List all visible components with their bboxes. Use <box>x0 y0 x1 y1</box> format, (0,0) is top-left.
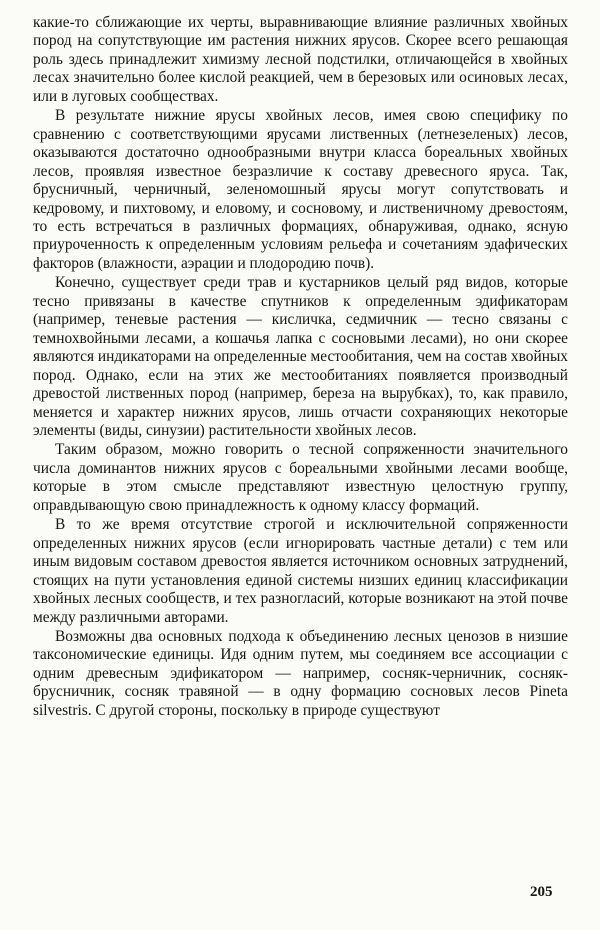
paragraph-4: Таким образом, можно говорить о тесной сопряженности значительного числа доминантов нижних ярусов с бореальными хвойными лесами вообще, которые в этом смысле представляют известную целостную группу, оправдывающую свою принадлежность к одному классу формаций. <box>33 441 568 514</box>
paragraph-1: какие-то сближающие их черты, выравнивающие влияние различных хвойных пород на сопутствующие им растения нижних ярусов. Скорее всего решающая роль здесь принадлежит химизму лесной подстилки, отличающейся в хвойных лесах значительно более кислой реакцией, чем в березовых или осиновых лесах, или в луговых сообществах. <box>33 14 568 105</box>
paragraph-3: Конечно, существует среди трав и кустарников целый ряд видов, которые тесно привязаны в качестве спутников к определенным эдификаторам (например, теневые растения — кисличка, седмичник — тесно связаны с темнохвойными лесами, а кошачья лапка с сосновыми лесами), но они скорее являются индикаторами на определенные местообитания, чем на состав хвойных пород. Однако, если на этих же местообитаниях появляется производный древостой лиственных пород (например, береза на вырубках), то, как правило, меняется и характер нижних ярусов, лишь отчасти сохраняющих некоторые элементы (виды, синузии) растительности хвойных лесов. <box>33 274 568 439</box>
page-number: 205 <box>530 884 553 900</box>
paragraph-5: В то же время отсутствие строгой и исключительной сопряженности определенных нижних ярусов (если игнорировать частные детали) с тем или иным видовым составом древостоя является источником основных затруднений, стоящих на пути установления единой системы низших единиц классификации хвойных лесных сообществ, и тех разногласий, которые возникают на этой почве между различными авторами. <box>33 516 568 626</box>
body-text <box>33 14 568 721</box>
paragraph-2: В результате нижние ярусы хвойных лесов, имея свою специфику по сравнению с соответствующими ярусами лиственных (летнезеленых) лесов, оказываются достаточно однообразными внутри класса бореальных хвойных лесов, проявляя известное безразличие к составу древесного яруса. Так, брусничный, черничный, зеленомошный ярусы могут сопутствовать и кедровому, и пихтовому, и еловому, и сосновому, и лиственичному древостоям, то есть встречаться в различных формациях, обнаруживая, однако, ясную приуроченность к определенным условиям рельефа и сочетаниям эдафических факторов (влажности, аэрации и плодородию почв). <box>33 107 568 272</box>
paragraph-6: Возможны два основных подхода к объединению лесных ценозов в низшие таксономические единицы. Идя одним путем, мы соединяем все ассоциации с одним древесным эдификатором — например, сосняк-черничник, сосняк-брусничник, сосняк травяной — в одну формацию сосновых лесов Pineta silvestris. С другой стороны, поскольку в природе существуют <box>33 627 568 719</box>
